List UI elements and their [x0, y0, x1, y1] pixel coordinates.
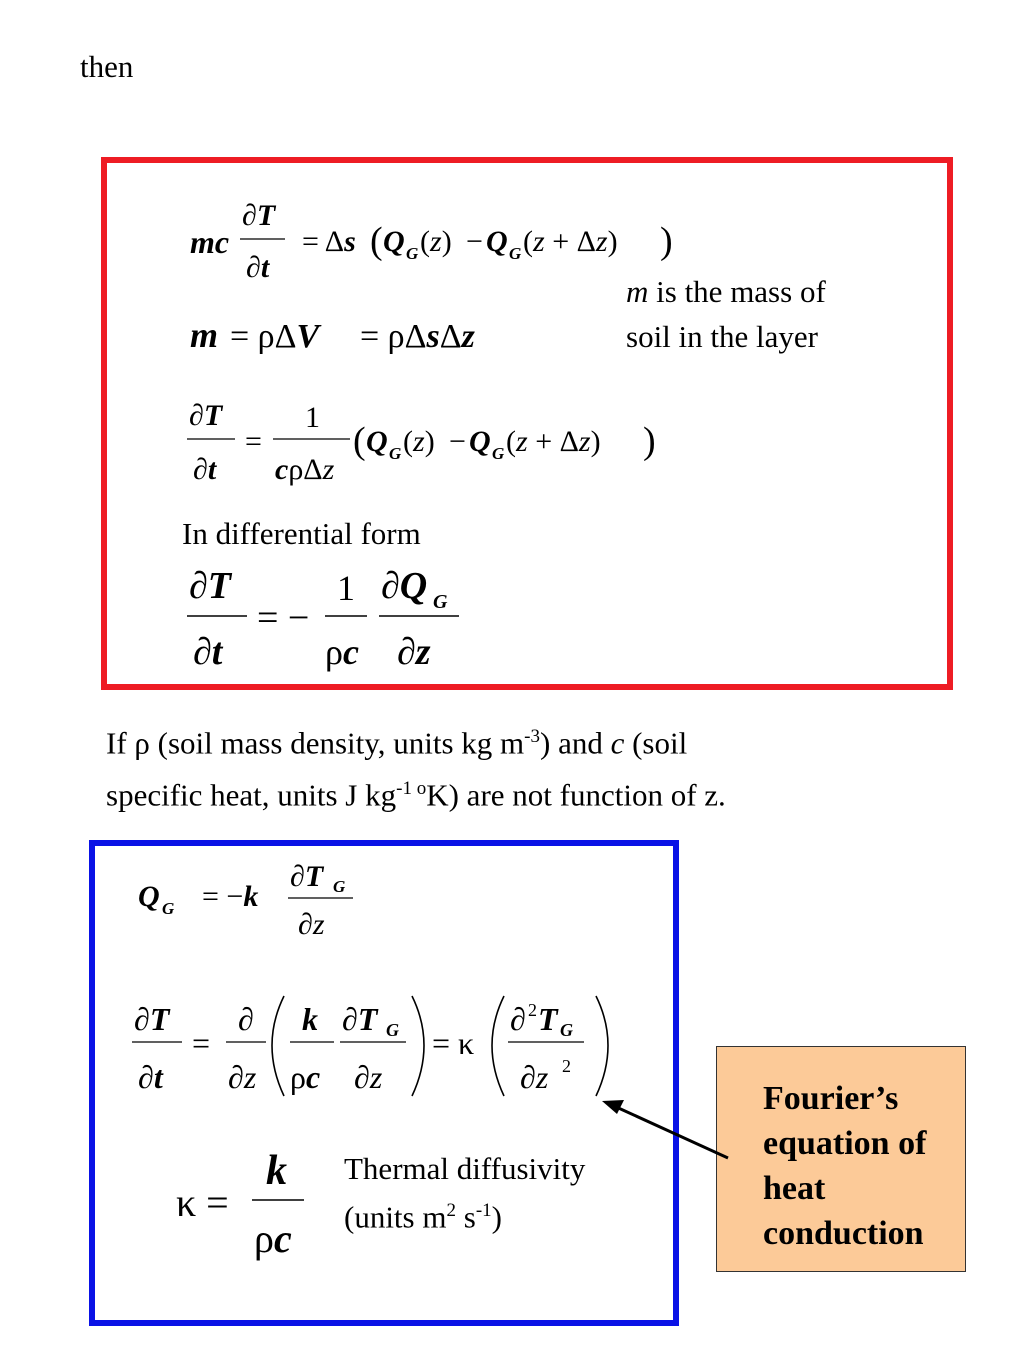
svg-text:= ρΔV: = ρΔV: [230, 318, 320, 355]
callout-line-3: heat: [763, 1169, 826, 1207]
svg-text:∂T: ∂T: [342, 1001, 378, 1037]
header-then: then: [80, 49, 134, 84]
svg-text:∂T: ∂T: [242, 199, 276, 232]
svg-text:∂T: ∂T: [189, 565, 231, 607]
svg-text:∂z: ∂z: [354, 1059, 383, 1095]
svg-text:2: 2: [562, 1056, 571, 1076]
diffusivity-units: (units $m^2$ $s^{-1}$): [344, 1199, 502, 1235]
svg-text:−: −: [449, 425, 466, 458]
svg-text:∂z: ∂z: [520, 1059, 549, 1095]
svg-text:∂t: ∂t: [193, 453, 217, 486]
svg-text:ρc: ρc: [325, 632, 359, 672]
svg-text:= κ: = κ: [432, 1025, 475, 1061]
svg-text:mc: mc: [190, 224, 230, 260]
svg-text:(: (: [370, 220, 383, 262]
svg-text:(z + Δz): (z + Δz): [523, 225, 618, 258]
svg-text:G: G: [433, 591, 448, 613]
svg-text:m: m: [190, 315, 219, 355]
svg-text:cρΔz: cρΔz: [275, 453, 335, 486]
svg-text:= Δs: = Δs: [302, 225, 356, 258]
svg-text:=: =: [245, 425, 262, 458]
mass-note-var: m: [626, 274, 649, 309]
svg-text:= −k: = −k: [202, 880, 259, 913]
svg-text:∂t: ∂t: [193, 631, 223, 673]
svg-text:ρc: ρc: [254, 1216, 292, 1261]
svg-text:∂t: ∂t: [138, 1059, 163, 1095]
svg-text:(z + Δz): (z + Δz): [506, 425, 601, 458]
svg-text:∂Q: ∂Q: [381, 565, 428, 607]
svg-text:−: −: [466, 225, 483, 258]
svg-text:(z): (z): [403, 425, 435, 458]
callout-line-4: conduction: [763, 1214, 924, 1252]
svg-text:G: G: [406, 244, 419, 263]
svg-text:Q: Q: [383, 225, 405, 258]
svg-text:= −: = −: [257, 597, 310, 639]
svg-text:∂T: ∂T: [134, 1001, 170, 1037]
svg-text:G: G: [333, 877, 346, 896]
svg-text:∂z: ∂z: [397, 631, 431, 673]
svg-text:∂z: ∂z: [228, 1059, 257, 1095]
arrow-head: [602, 1100, 624, 1114]
svg-text:2: 2: [528, 1000, 537, 1020]
svg-text:∂: ∂: [238, 1001, 254, 1037]
svg-text:κ =: κ =: [176, 1180, 229, 1225]
svg-text:k: k: [302, 1001, 318, 1037]
svg-text:Q: Q: [469, 425, 491, 458]
mass-note-line1: is the mass of: [648, 274, 826, 309]
callout-line-2: equation of: [763, 1124, 927, 1162]
svg-text:ρc: ρc: [290, 1059, 321, 1095]
svg-text:∂t: ∂t: [246, 251, 270, 284]
svg-text:): ): [643, 420, 656, 462]
svg-text:∂T: ∂T: [189, 399, 223, 432]
paragraph-line-1: If ρ (soil mass density, units kg $m^{-3}$) and c (soil: [106, 725, 688, 761]
svg-text:G: G: [386, 1020, 399, 1040]
svg-text:Q: Q: [138, 880, 160, 913]
svg-text:Q: Q: [486, 225, 508, 258]
svg-text:∂z: ∂z: [298, 908, 325, 941]
svg-text:= ρΔsΔz: = ρΔsΔz: [360, 318, 475, 355]
paragraph-line-2: specific heat, units J $kg^{-1 o}K$) are not function of z.: [106, 777, 726, 813]
svg-text:G: G: [492, 444, 505, 463]
svg-text:(: (: [353, 420, 366, 462]
svg-text:G: G: [389, 444, 402, 463]
svg-text:1: 1: [305, 401, 320, 434]
svg-text:=: =: [192, 1025, 211, 1061]
callout-line-1: Fourier’s: [763, 1080, 899, 1117]
svg-text:k: k: [266, 1148, 287, 1194]
svg-text:G: G: [162, 899, 175, 918]
svg-text:): ): [660, 220, 673, 262]
diffusivity-title: Thermal diffusivity: [344, 1151, 586, 1186]
svg-text:1: 1: [337, 568, 355, 608]
svg-text:T: T: [538, 1001, 558, 1037]
svg-text:G: G: [560, 1020, 573, 1040]
svg-text:(z): (z): [420, 225, 452, 258]
svg-text:∂T: ∂T: [290, 860, 324, 893]
svg-text:G: G: [509, 244, 522, 263]
svg-text:Q: Q: [366, 425, 388, 458]
mass-note-line2: soil in the layer: [626, 318, 818, 354]
differential-form-label: In differential form: [182, 516, 421, 551]
svg-text:∂: ∂: [510, 1001, 526, 1037]
